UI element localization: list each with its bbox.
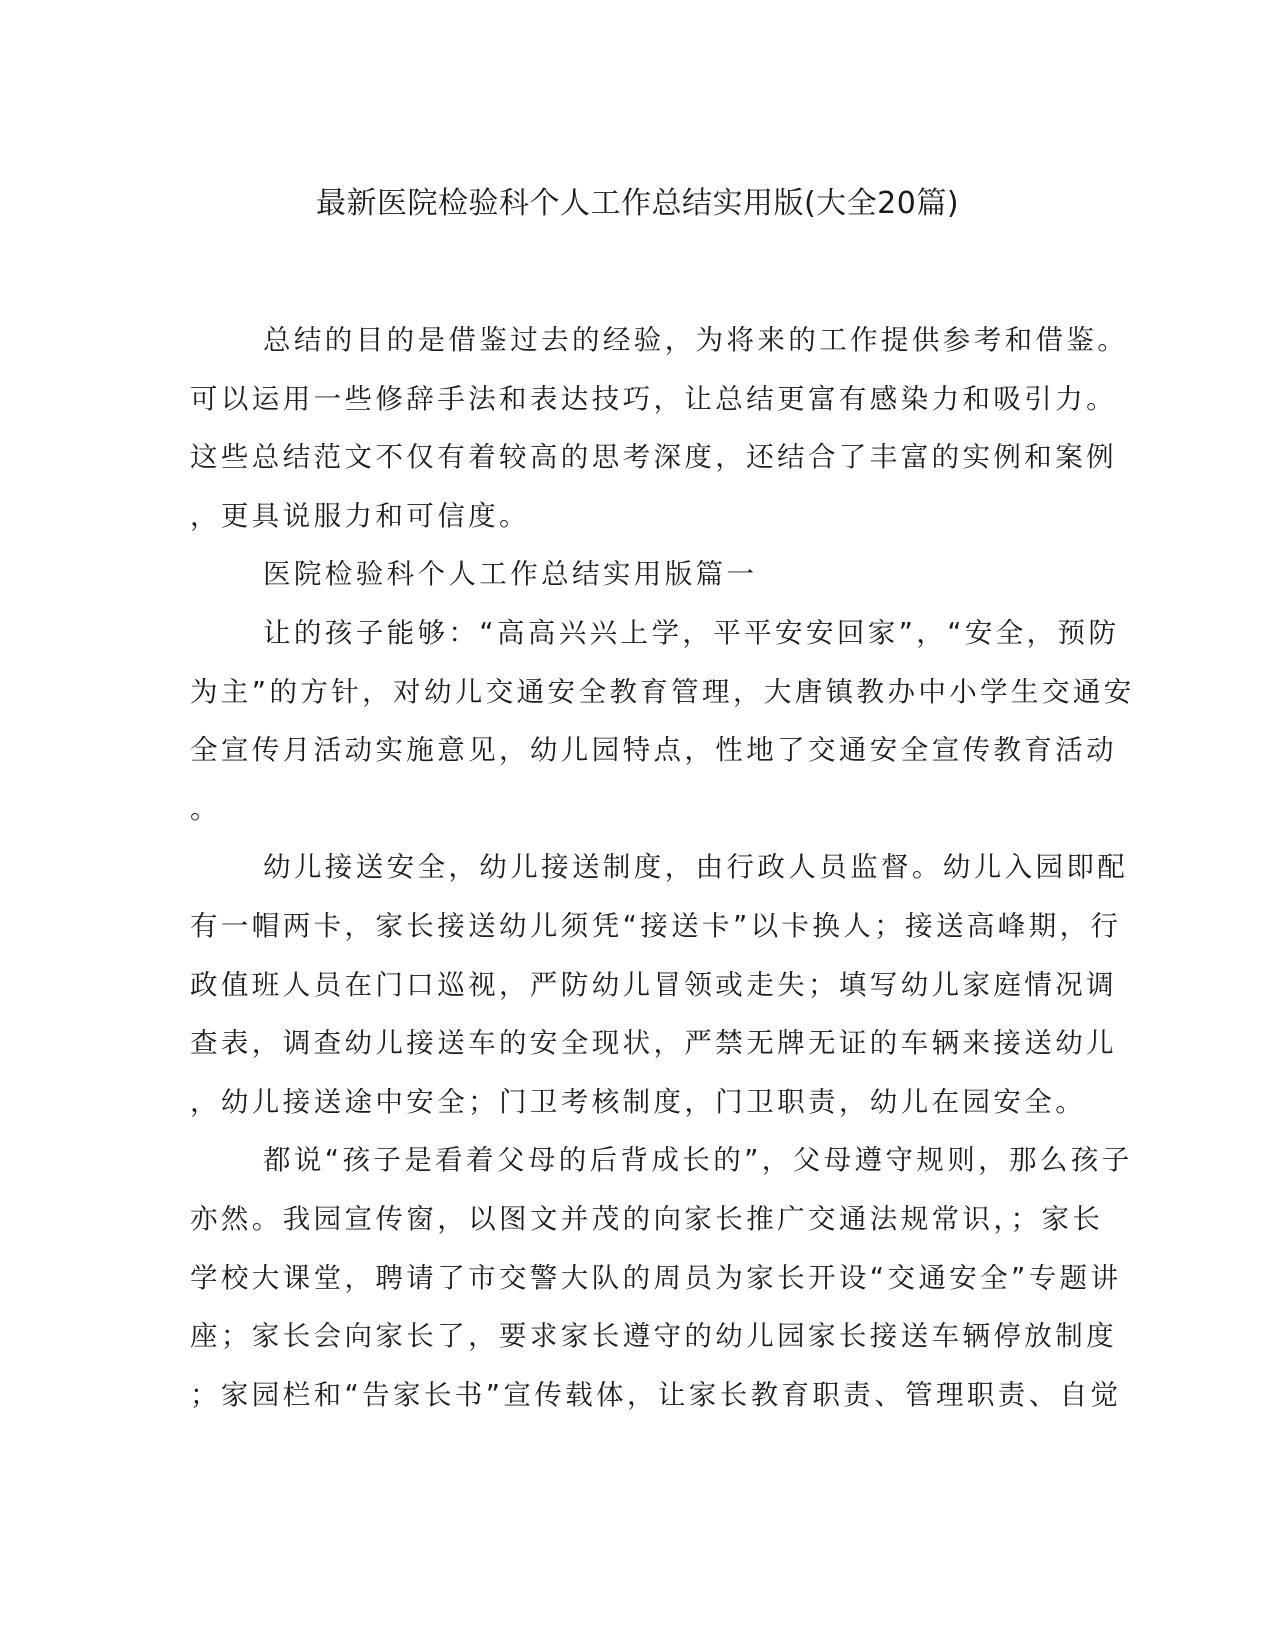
paragraph-line: ；家园栏和“告家长书”宣传载体，让家长教育职责、管理职责、自觉 <box>190 1378 1122 1411</box>
document-title: 最新医院检验科个人工作总结实用版(大全20篇) <box>315 186 960 221</box>
paragraph-line: 座；家长会向家长了，要求家长遵守的幼儿园家长接送车辆停放制度 <box>190 1320 1117 1353</box>
paragraph-line: 可以运用一些修辞手法和表达技巧，让总结更富有感染力和吸引力。 <box>190 382 1117 415</box>
paragraph-line: 全宣传月活动实施意见，幼儿园特点，性地了交通安全宣传教育活动 <box>190 734 1117 767</box>
paragraph-line: 政值班人员在门口巡视，严防幼儿冒领或走失；填写幼儿家庭情况调 <box>190 968 1117 1001</box>
paragraph-line: 学校大课堂，聘请了市交警大队的周员为家长开设“交通安全”专题讲 <box>190 1261 1122 1294</box>
paragraph-line: ，更具说服力和可信度。 <box>190 499 530 532</box>
paragraph-line: 医院检验科个人工作总结实用版篇一 <box>263 558 758 591</box>
paragraph-line: 让的孩子能够：“高高兴兴上学，平平安安回家”，“安全，预防 <box>263 617 1120 649</box>
paragraph-line: 。 <box>190 792 221 825</box>
paragraph-line: 为主”的方针，对幼儿交通安全教育管理，大唐镇教办中小学生交通安 <box>190 675 1135 708</box>
paragraph-line: 查表，调查幼儿接送车的安全现状，严禁无牌无证的车辆来接送幼儿 <box>190 1027 1117 1060</box>
paragraph-line: 这些总结范文不仅有着较高的思考深度，还结合了丰富的实例和案例 <box>190 441 1117 474</box>
paragraph-line: 总结的目的是借鉴过去的经验，为将来的工作提供参考和借鉴。 <box>263 324 1129 356</box>
paragraph-line: ，幼儿接送途中安全；门卫考核制度，门卫职责，幼儿在园安全。 <box>190 1085 1087 1118</box>
paragraph-line: 都说“孩子是看着父母的后背成长的”，父母遵守规则，那么孩子 <box>263 1144 1133 1177</box>
paragraph-line: 亦然。我园宣传窗，以图文并茂的向家长推广交通法规常识，；家长 <box>190 1203 1104 1235</box>
paragraph-line: 有一帽两卡，家长接送幼儿须凭“接送卡”以卡换人；接送高峰期，行 <box>190 910 1122 942</box>
paragraph-line: 幼儿接送安全，幼儿接送制度，由行政人员监督。幼儿入园即配 <box>263 851 1129 884</box>
